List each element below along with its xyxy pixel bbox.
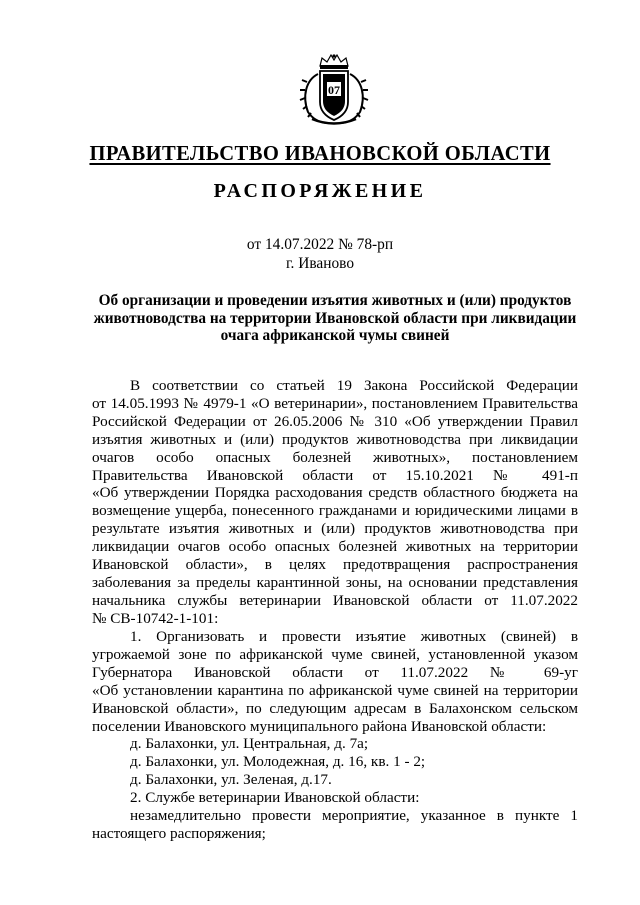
body-line: Российской Федерации от 26.05.2006 № 310 «Об утверждении Правил xyxy=(92,412,578,430)
body-paragraph-preamble xyxy=(92,377,578,628)
body-line: 2. Службе ветеринарии Ивановской области: xyxy=(130,789,420,807)
body-paragraph-item-1 xyxy=(92,628,578,843)
organization-title: ПРАВИТЕЛЬСТВО ИВАНОВСКОЙ ОБЛАСТИ xyxy=(89,143,551,165)
subject-line: Об организации и проведении изъятия животных и (или) продуктов xyxy=(98,292,572,309)
subject-line: животноводства на территории Ивановской области при ликвидации xyxy=(93,309,577,327)
body-line: очагов особо опасных болезней животных», постановлением xyxy=(92,448,578,466)
body-line: № СВ-10742-1-101: xyxy=(92,609,219,627)
body-line: 1. Организовать и провести изъятие животных (свиней) в xyxy=(130,628,578,645)
body-line: изъятия животных и (или) продуктов животноводства при ликвидации xyxy=(92,430,578,448)
body-line: «Об установлении карантина по африканской чуме свиней на территории xyxy=(92,681,578,699)
body-line: «Об утверждении Порядка расходования средств областного бюджета на xyxy=(92,484,578,502)
body-line: В соответствии со статьей 19 Закона Российской Федерации xyxy=(130,377,578,394)
body-line: начальника службы ветеринарии Ивановской области от 11.07.2022 xyxy=(92,591,578,609)
address-line: д. Балахонки, ул. Молодежная, д. 16, кв. 1 - 2; xyxy=(130,753,426,771)
document-date-number: от 14.07.2022 № 78-рп xyxy=(246,236,394,253)
document-type-title: РАСПОРЯЖЕНИЕ xyxy=(213,180,427,202)
body-line: заболевания за пределы карантинной зоны, на основании представления xyxy=(92,573,578,591)
body-line: от 14.05.1993 № 4979-1 «О ветеринарии», постановлением Правительства xyxy=(92,394,578,412)
svg-text:07: 07 xyxy=(328,83,340,97)
subject-line: очага африканской чумы свиней xyxy=(220,327,450,345)
body-line: Ивановской области», по следующим адресам в Балахонском сельском xyxy=(92,699,578,717)
body-line: Правительства Ивановской области от 15.10.2021 № 491-п xyxy=(92,466,578,484)
address-line: д. Балахонки, ул. Зеленая, д.17. xyxy=(130,771,332,789)
ivanovo-coat-of-arms-icon xyxy=(298,52,370,126)
body-line: Ивановской области», в целях предотвращения распространения xyxy=(92,556,578,574)
body-line: настоящего распоряжения; xyxy=(92,824,266,842)
body-line: поселении Ивановского муниципального района Ивановской области: xyxy=(92,717,547,735)
body-line: угрожаемой зоне по африканской чуме свиней, установленной указом xyxy=(92,645,578,663)
body-line: ликвидации очагов особо опасных болезней животных на территории xyxy=(92,538,578,556)
address-line: д. Балахонки, ул. Центральная, д. 7а; xyxy=(130,735,369,753)
document-city: г. Иваново xyxy=(285,255,355,272)
document-subject xyxy=(86,292,584,345)
body-line: незамедлительно провести мероприятие, указанное в пункте 1 xyxy=(130,807,578,825)
body-line: результате изъятия животных и (или) продуктов животноводства при xyxy=(92,520,578,538)
body-line: Губернатора Ивановской области от 11.07.2022 № 69-уг xyxy=(92,663,578,681)
body-line: возмещение ущерба, понесенного гражданами и юридическими лицами в xyxy=(92,502,578,520)
